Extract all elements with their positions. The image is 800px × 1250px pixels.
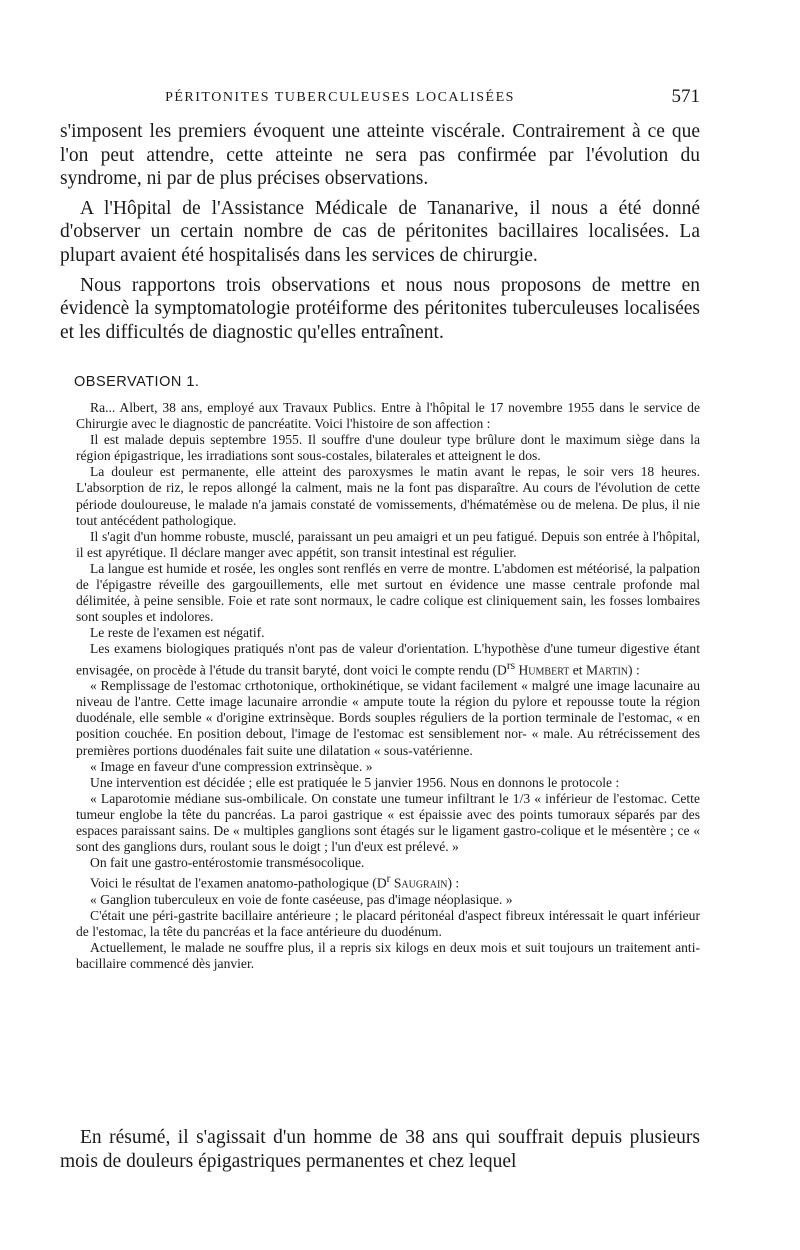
- intro-paragraph-1: s'imposent les premiers évoquent une atteinte viscérale. Contrairement à ce que l'on peut attendre, cette atteinte ne sera pas confirmée par l'évolution du syndrome, ni par de plus précises observations.: [60, 121, 700, 190]
- intro-paragraph-3: Nous rapportons trois observations et nous nous proposons de mettre en évidencè la symptomatologie protéiforme des péritonites tuberculeuses localisées et les difficultés de diagnostic qu'elles entraînent.: [60, 274, 700, 343]
- obs-paragraph-10: [76, 871, 700, 892]
- obs-paragraph-7-text: Les examens biologiques pratiqués n'ont pas de valeur d'orientation. L'hypothèse d'une tumeur digestive étant envisagée, on procède à l'étude du transit baryté, dont voici le compte rendu (D: [76, 641, 700, 678]
- obs-paragraph-10-end: ) :: [447, 875, 460, 891]
- author-name-humbert: Humbert: [518, 662, 570, 678]
- obs-paragraph-1: Ra... Albert, 38 ans, employé aux Travaux Publics. Entre à l'hôpital le 17 novembre 1955 dans le service de Chirurgie avec le diagnostic de pancréatite. Voici l'histoire de son affection :: [76, 400, 700, 432]
- running-head: PÉRITONITES TUBERCULEUSES LOCALISÉES: [165, 90, 515, 105]
- summary-section: [60, 1126, 700, 1179]
- doctor-superscript: r: [386, 873, 391, 886]
- summary-paragraph: En résumé, il s'agissait d'un homme de 38 ans qui souffrait depuis plusieurs mois de douleurs épigastriques permanentes et chez lequel: [60, 1127, 700, 1172]
- author-name-saugrain: Saugrain: [393, 875, 448, 891]
- pathology-quote: « Ganglion tuberculeux en voie de fonte caséeuse, pas d'image néoplasique. »: [90, 891, 513, 907]
- obs-paragraph-7-end: ) :: [628, 662, 640, 678]
- observation-title: OBSERVATION 1.: [74, 374, 200, 390]
- obs-paragraph-4: Il s'agit d'un homme robuste, musclé, paraissant un peu amaigri et un peu fatigué. Depuis son entrée à l'hôpital, il est apyrétique. Il déclare manger avec appétit, son transit intestinal est régulier.: [76, 528, 700, 560]
- obs-paragraph-7: [76, 641, 700, 678]
- author-conjunction: et: [569, 662, 586, 678]
- obs-paragraph-11: C'était une péri-gastrite bacillaire antérieure ; le placard péritonéal d'aspect fibreux intéressait le quart inférieur de l'estomac, la tête du pancréas et la face antérieure du duodénum.: [76, 907, 700, 940]
- page-number: 571: [671, 86, 700, 107]
- intro-paragraph-2: A l'Hôpital de l'Assistance Médicale de Tananarive, il nous a été donné d'observer un certain nombre de cas de péritonites bacillaires localisées. La plupart avaient été hospitalisés dans les services de chirurgie.: [60, 197, 700, 266]
- obs-paragraph-8: Une intervention est décidée ; elle est pratiquée le 5 janvier 1956. Nous en donnons le protocole :: [90, 774, 620, 790]
- obs-paragraph-2: Il est malade depuis septembre 1955. Il souffre d'une douleur type brûlure dont le maximum siège dans la région épigastrique, les irradiations sont sous-costales, bilaterales et atteignent le dos.: [76, 432, 700, 464]
- obs-paragraph-10-text: Voici le résultat de l'examen anatomo-pathologique (D: [90, 875, 387, 891]
- author-name-martin: Martin: [585, 662, 629, 678]
- obs-paragraph-6: Le reste de l'examen est négatif.: [90, 625, 265, 641]
- surgery-protocol-quote: « Laparotomie médiane sus-ombilicale. On constate une tumeur infiltrant le 1/3 « inférieur de l'estomac. Cette tumeur englobe la tête du pancréas. La paroi gastrique « est épaissie avec des points tumoraux séparés par des espaces paraissant sains. De « multiples ganglions sont étagés sur le ligament gastro-colique et le mésentère ; ce « sont des ganglions durs, roulant sous le doigt ; l'un d'eux est prélevé. »: [76, 790, 700, 855]
- observation-body: [76, 400, 700, 972]
- intro-section: [60, 120, 700, 350]
- obs-paragraph-9: On fait une gastro-entérostomie transmésocolique.: [90, 855, 365, 871]
- doctors-superscript: rs: [506, 659, 516, 672]
- obs-paragraph-5: La langue est humide et rosée, les ongles sont renflés en verre de montre. L'abdomen est météorisé, la palpation de l'épigastre réveille des gargouillements, elle met surtout en évidence une masse centrale profonde mal délimitée, à peine sensible. Foie et rate sont normaux, le cadre colique est cliniquement sain, les fosses lombaires sont souples et indolores.: [76, 560, 700, 625]
- radiology-conclusion: « Image en faveur d'une compression extrinsèque. »: [90, 758, 373, 774]
- radiology-quote: « Remplissage de l'estomac crthotonique, orthokinétique, se vidant facilement « malgré une image lacunaire au niveau de l'antre. Cette image lacunaire arrondie « ampute toute la région du pylore et repousse toute la région duodénale, elle semble « d'origine extrinsèque. Bords souples réguliers de la portion terminale de l'estomac, « en position couchée. En position debout, l'image de l'estomac est sensiblement nor- « male. Au rétrécissement des premières portions duodénales fait suite une dilatation « sous-vatérienne.: [76, 678, 700, 758]
- obs-paragraph-3: La douleur est permanente, elle atteint des paroxysmes le matin avant le repas, le soir vers 18 heures. L'absorption de riz, le repos allongé la calment, mais ne la font pas disparaître. Au cours de l'évolution de cette période douloureuse, le malade n'a jamais constaté de vomissements, d'hématémèse ou de melena. De plus, il nie tout antécédent pathologique.: [76, 464, 700, 528]
- obs-paragraph-12: Actuellement, le malade ne souffre plus, il a repris six kilogs en deux mois et suit toujours un traitement anti-bacillaire commencé dès janvier.: [76, 940, 700, 972]
- page-header: [60, 86, 700, 110]
